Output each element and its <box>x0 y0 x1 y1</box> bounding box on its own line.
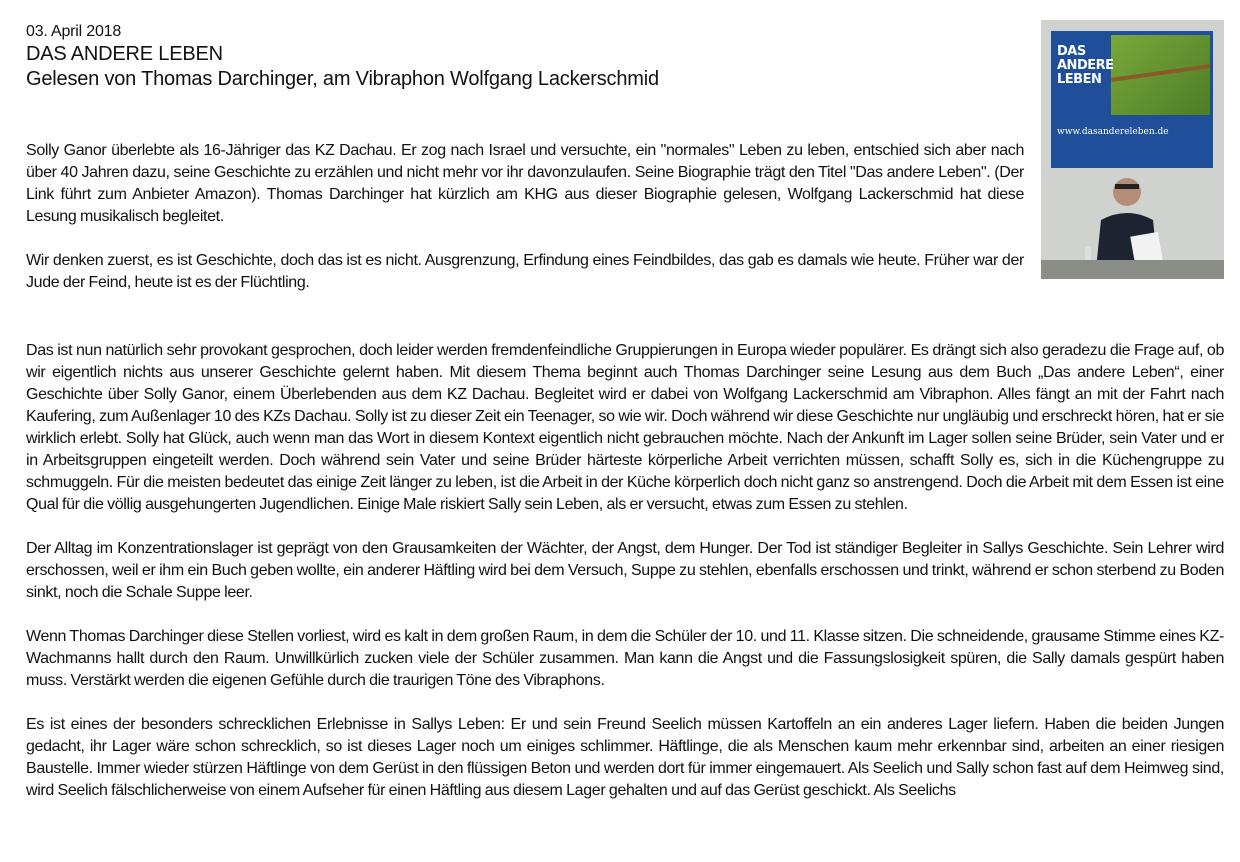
poster-title: DAS ANDERE LEBEN <box>1057 44 1114 87</box>
body-paragraph-1: Das ist nun natürlich sehr provokant gesprochen, doch leider werden fremdenfeindliche Gruppierungen in Europa wieder populärer. Es drängt sich also geradezu die Frage auf, ob wir eigentlich nichts aus unserer Geschichte gelernt haben. Mit diesem Thema beginnt auch Thomas Darchinger seine Lesung aus dem Buch „Das andere Leben“, einer Geschichte über Solly Ganor, einem Überlebenden aus dem KZ Dachau. Begleitet wird er dabei von Wolfgang Lackerschmid am Vibraphon. Alles fängt an mit der Fahrt nach Kaufering, zum Außenlager 10 des KZs Dachau. Solly ist zu dieser Zeit ein Teenager, so wie wir. Doch während wir diese Geschichte nur ungläubig und erschreckt hören, hat er sie wirklich erlebt. Solly hat Glück, auch wenn man das Wort in diesem Kontext eigentlich nicht gebrauchen möchte. Nach der Ankunft im Lager sollen seine Brüder, sein Vater und er in Arbeitsgruppen eingeteilt werden. Doch während sein Vater und seine Brüder härteste körperliche Arbeit verrichten müssen, schafft Solly es, sich in die Küchengruppe zu schmuggeln. Für die meisten bedeutet das einige Zeit länger zu leben, ist die Arbeit in der Küche körperlich doch nicht ganz so anstrengend. Doch die Arbeit mit dem Essen ist eine Qual für die völlig ausgehungerten Jugendlichen. Einige Male riskiert Sally sein Leben, als er versucht, etwas zum Essen zu stehlen. <box>26 342 1224 513</box>
poster-banner <box>1051 31 1213 168</box>
intro-paragraph-1: Solly Ganor überlebte als 16-Jähriger das KZ Dachau. Er zog nach Israel und versuchte, ein "normales" Leben zu leben, entschied sich aber nach über 40 Jahren dazu, seine Geschichte zu erzählen und nicht mehr vor ihr davonzulaufen. Seine Biographie trägt den Titel "Das andere Leben". (Der Link führt zum Anbieter Amazon). Thomas Darchinger hat kürzlich am KHG aus dieser Biographie gelesen, Wolfgang Lackerschmid hat diese Lesung musikalisch begleitet. <box>26 142 1024 225</box>
intro-paragraph-2: Wir denken zuerst, es ist Geschichte, doch das ist es nicht. Ausgrenzung, Erfindung eines Feindbildes, das gab es damals wie heute. Früher war der Jude der Feind, heute ist es der Flüchtling. <box>26 252 1024 291</box>
body-paragraph-2: Der Alltag im Konzentrationslager ist geprägt von den Grausamkeiten der Wächter, der Angst, dem Hunger. Der Tod ist ständiger Begleiter in Sallys Geschichte. Sein Lehrer wird erschossen, weil er ihm ein Buch geben wollte, ein anderer Häftling wird bei dem Versuch, Suppe zu stehlen, ebenfalls erschossen und trinkt, während er schon sterbend zu Boden sinkt, noch die Schale Suppe leer. <box>26 540 1224 601</box>
article-title: DAS ANDERE LEBEN <box>26 43 223 65</box>
reading-table <box>1041 260 1224 279</box>
reader-glasses <box>1115 184 1139 189</box>
article-subtitle: Gelesen von Thomas Darchinger, am Vibraphon Wolfgang Lackerschmid <box>26 68 659 90</box>
reader-head <box>1113 178 1141 206</box>
article-date: 03. April 2018 <box>26 23 122 40</box>
article-body <box>26 340 1224 802</box>
intro-section <box>26 140 1024 294</box>
body-paragraph-4: Es ist eines der besonders schrecklichen Erlebnisse in Sallys Leben: Er und sein Freund Seelich müssen Kartoffeln an ein anderes Lager liefern. Haben die beiden Jungen gedacht, ihr Lager wäre schon schrecklich, so ist dieses Lager noch um einiges schlimmer. Häftlinge, die als Menschen kaum mehr erkennbar sind, arbeiten an einer riesigen Baustelle. Immer wieder stürzen Häftlinge von dem Gerüst in den flüssigen Beton und werden dort für immer eingemauert. Als Seelich und Sally schon fast auf dem Heimweg sind, wird Seelich fälschlicherweise von einem Aufseher für einen Häftling aus diesem Lager gehalten und auf das Gerüst geschickt. Als Seelichs <box>26 716 1224 799</box>
event-photo <box>1041 20 1224 279</box>
poster-url: www.dasandereleben.de <box>1057 127 1169 137</box>
body-paragraph-3: Wenn Thomas Darchinger diese Stellen vorliest, wird es kalt in dem großen Raum, in dem die Schüler der 10. und 11. Klasse sitzen. Die schneidende, grausame Stimme eines KZ-Wachmanns hallt durch den Raum. Unwillkürlich zucken viele der Schüler zusammen. Man kann die Angst und die Fassungslosigkeit spüren, die Sally damals gespürt haben muss. Verstärkt werden die eigenen Gefühle durch die traurigen Töne des Vibraphons. <box>26 628 1224 689</box>
article-header <box>26 22 1026 92</box>
